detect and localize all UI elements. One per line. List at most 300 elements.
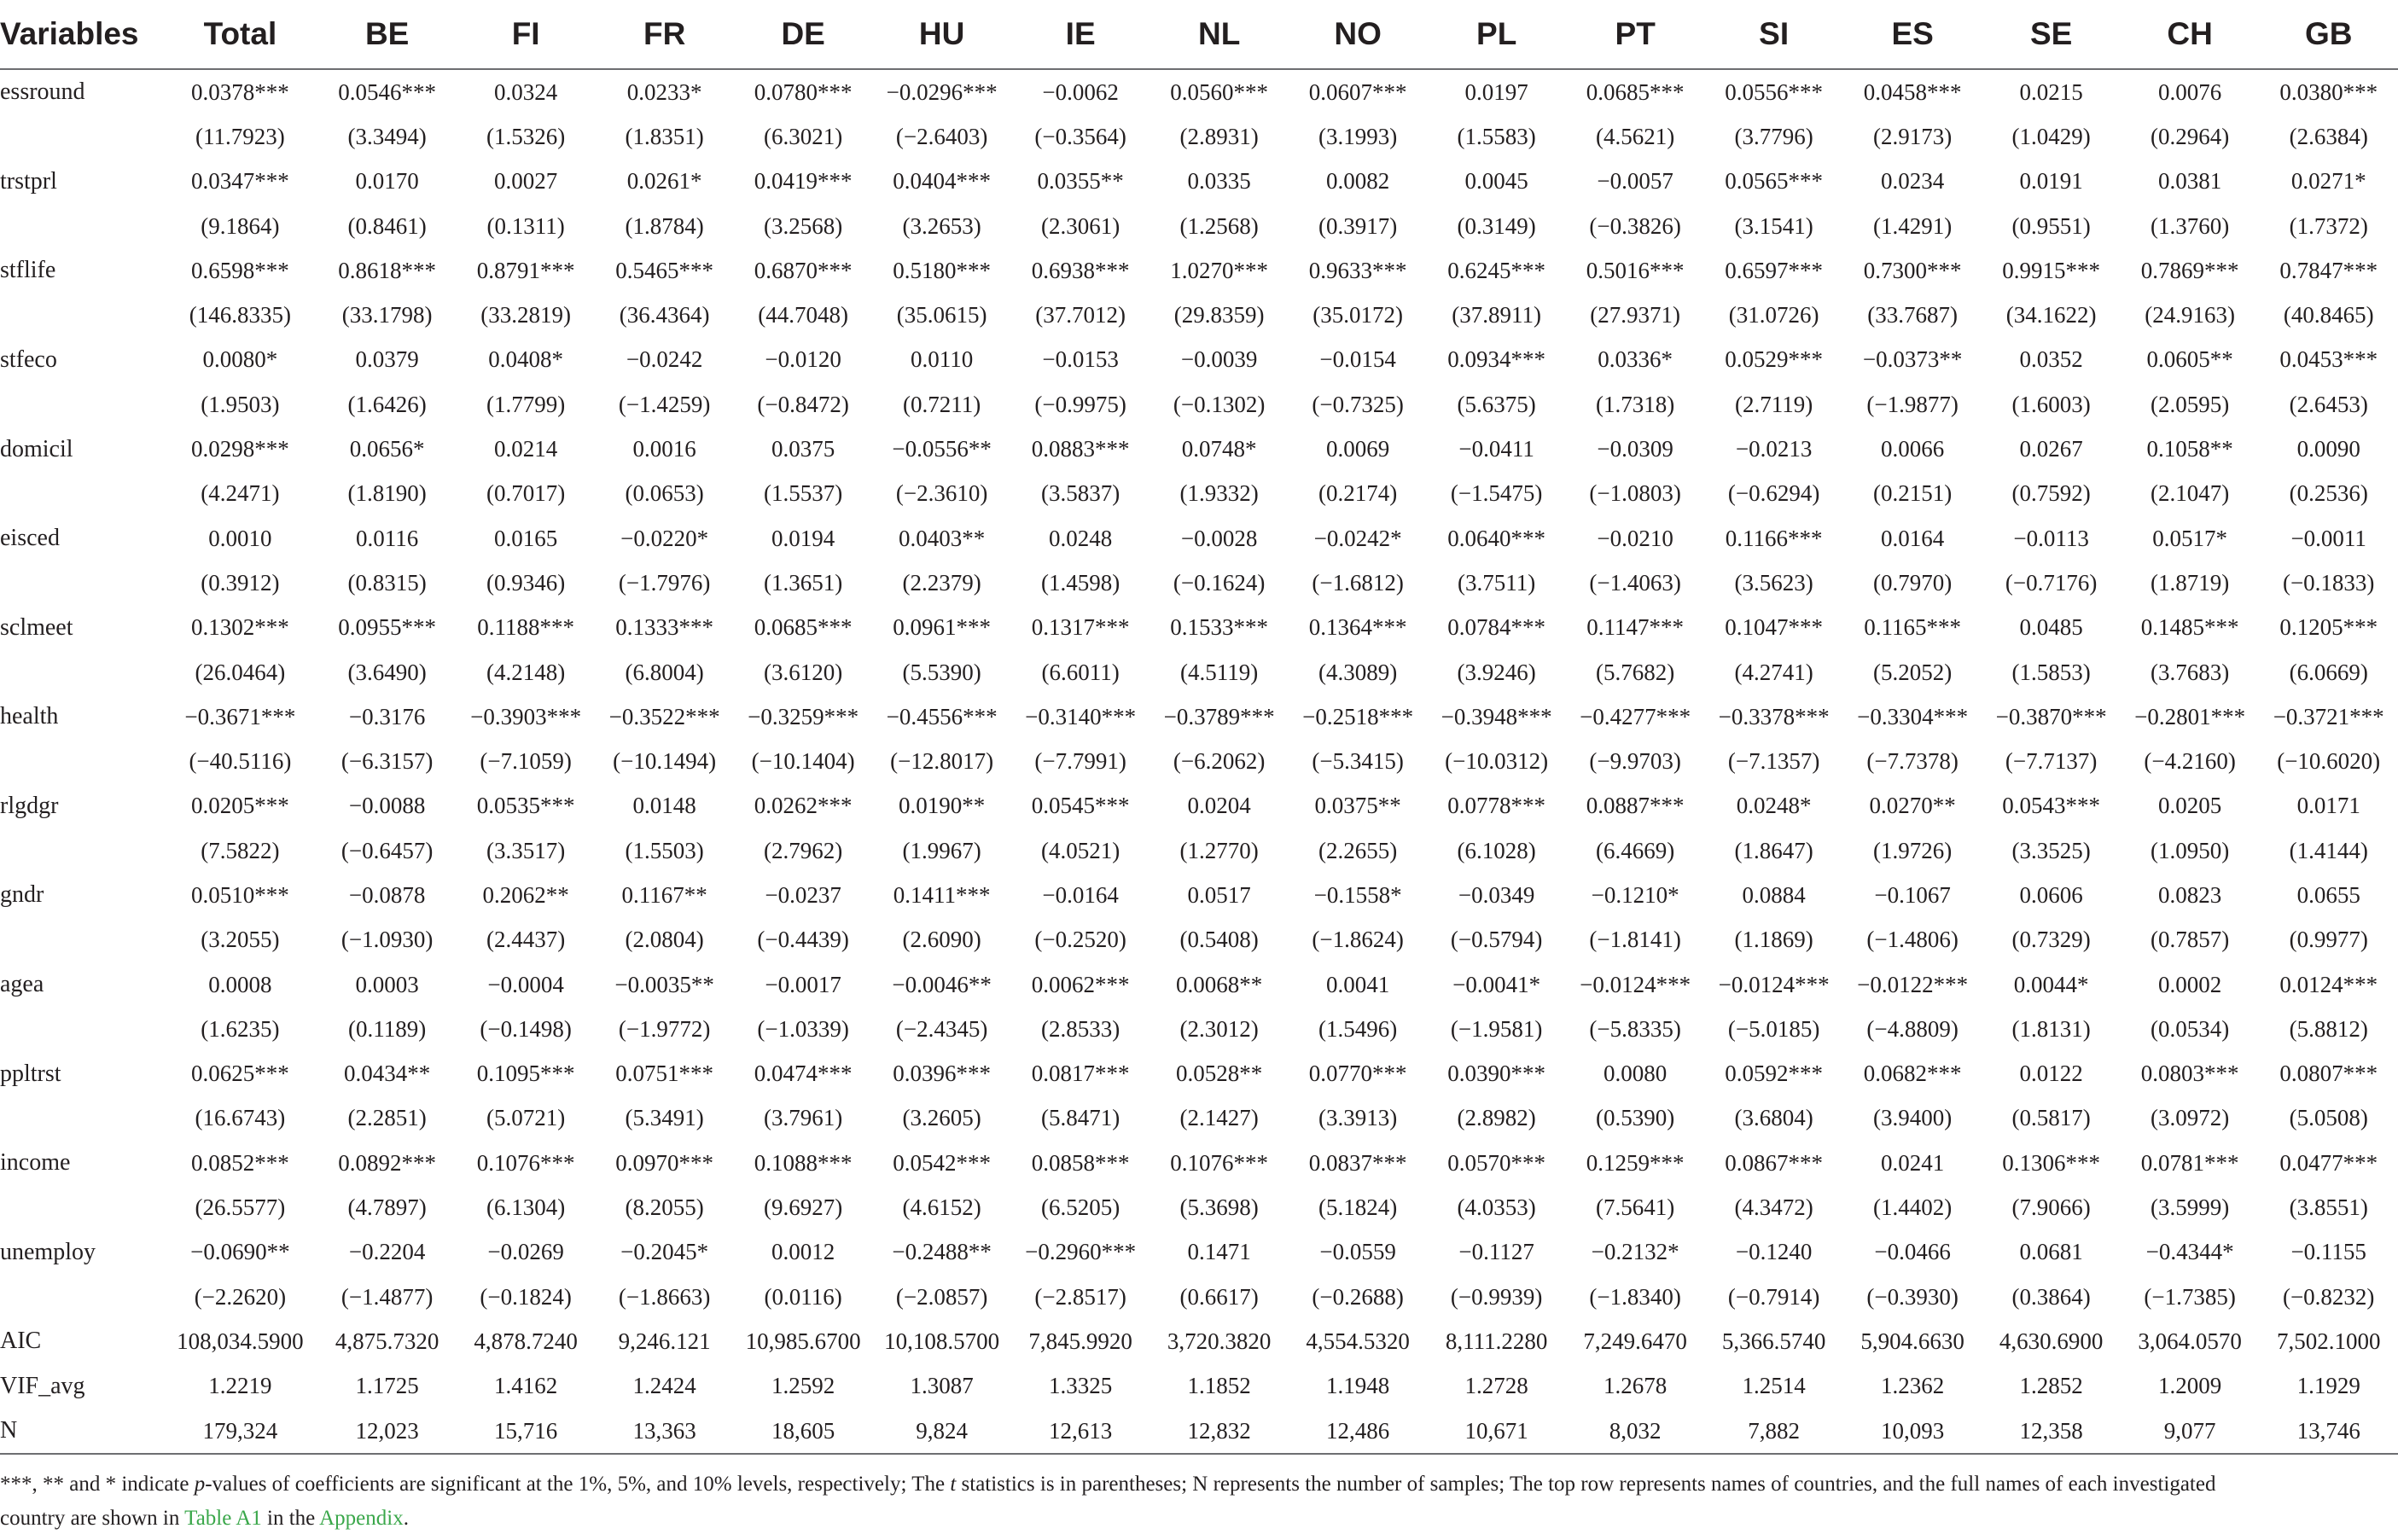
t-statistic-cell: (0.9346) (486, 569, 566, 596)
coefficient-cell: 0.0565*** (1725, 168, 1824, 195)
variable-name: agea (0, 971, 44, 998)
coefficient-cell: 0.0347*** (191, 168, 289, 195)
statistic-cell: 9,246.121 (618, 1328, 711, 1354)
column-header: FR (595, 0, 734, 69)
statistic-cell: 1.2362 (1881, 1373, 1945, 1399)
t-statistic-cell: (−0.1498) (480, 1015, 572, 1042)
coefficient-cell: 0.0190** (899, 793, 986, 819)
coefficient-cell: 0.6597*** (1725, 257, 1824, 283)
coefficient-cell: 0.1058** (2146, 436, 2233, 462)
coefficient-cell: 0.0080* (202, 346, 278, 373)
variable-name-empty (0, 472, 162, 516)
footnote-text: country are shown in (0, 1507, 185, 1530)
t-statistic-cell: (4.3089) (1318, 659, 1398, 685)
t-statistic-cell: (1.5583) (1457, 123, 1536, 149)
t-statistic-cell: (3.3494) (347, 123, 427, 149)
t-statistic-cell: (3.8551) (2289, 1194, 2368, 1221)
statistic-cell: 12,832 (1150, 1409, 1289, 1454)
t-statistic-cell: (27.9371) (1590, 302, 1681, 328)
t-statistic-cell: (1.5537) (764, 480, 843, 507)
t-statistic-cell: (4.2148) (486, 659, 566, 685)
t-statistic-cell: (0.3917) (1318, 212, 1398, 239)
coefficient-cell: 0.0837*** (1308, 1149, 1407, 1176)
t-statistic-cell: (6.8004) (625, 659, 704, 685)
t-statistic-cell: (−40.5116) (189, 748, 292, 775)
t-statistic-cell: (0.7329) (2011, 927, 2091, 953)
column-header: BE (317, 0, 457, 69)
variable-name: health (0, 703, 59, 730)
t-statistic-cell: (−0.6294) (1727, 480, 1820, 507)
coefficient-cell: 0.0215 (2019, 78, 2083, 105)
coefficient-cell: 0.0780*** (754, 78, 853, 105)
coefficient-cell: 0.0171 (2296, 793, 2360, 819)
variable-name: sclmeet (0, 613, 73, 641)
t-statistic-cell: (−7.1357) (1727, 748, 1820, 775)
coefficient-cell: −0.1240 (1735, 1239, 1813, 1265)
t-statistic-cell: (1.9726) (1873, 837, 1953, 863)
t-statistic-cell: (−1.8663) (618, 1283, 711, 1310)
column-header: HU (872, 0, 1011, 69)
coefficient-cell: 0.0080 (1604, 1061, 1668, 1087)
t-statistic-cell: (1.7372) (2289, 212, 2368, 239)
t-statistic-cell: (1.8719) (2151, 569, 2230, 596)
t-statistic-cell: (−0.1624) (1173, 569, 1266, 596)
t-statistic-cell: (−1.8624) (1312, 927, 1404, 953)
coefficient-cell: 0.0970*** (615, 1149, 714, 1176)
t-statistic-cell: (3.5999) (2151, 1194, 2230, 1221)
t-statistic-cell: (−9.9703) (1589, 748, 1681, 775)
statistic-cell: 1.2514 (1742, 1373, 1806, 1399)
t-statistic-cell: (5.5390) (902, 659, 981, 685)
t-statistic-cell: (−2.2620) (194, 1283, 287, 1310)
t-statistic-cell: (3.2653) (902, 212, 981, 239)
coefficient-cell: 0.0335 (1187, 168, 1251, 195)
t-statistic-cell: (3.7683) (2151, 659, 2230, 685)
column-header: FI (457, 0, 596, 69)
coefficient-cell: 0.1147*** (1586, 614, 1685, 641)
t-statistic-cell: (3.1993) (1318, 123, 1398, 149)
t-statistic-cell: (3.7511) (1458, 569, 1536, 596)
coefficient-cell: 0.0770*** (1308, 1061, 1407, 1087)
coefficient-cell: 0.0546*** (338, 78, 437, 105)
coefficient-cell: −0.0373** (1862, 346, 1963, 373)
t-statistic-cell: (2.0595) (2151, 391, 2230, 417)
coefficient-cell: 0.0248 (1049, 525, 1113, 551)
t-statistic-cell: (−0.9975) (1034, 391, 1126, 417)
table-footnote (0, 1467, 2398, 1536)
coefficient-cell: 0.0453*** (2279, 346, 2378, 373)
coefficient-cell: 0.0116 (356, 525, 419, 551)
t-statistic-cell: (3.2568) (764, 212, 843, 239)
coefficient-cell: 0.0381 (2158, 168, 2222, 195)
t-statistic-cell: (−0.3826) (1589, 212, 1681, 239)
coefficient-cell: −0.2960*** (1025, 1239, 1137, 1265)
statistic-cell: 7,502.1000 (2276, 1328, 2381, 1354)
coefficient-cell: 0.1364*** (1308, 614, 1407, 641)
t-statistic-cell: (8.2055) (625, 1194, 704, 1221)
t-statistic-cell: (1.3760) (2151, 212, 2230, 239)
t-statistic-cell: (−1.6812) (1312, 569, 1404, 596)
statistic-cell: 1.2424 (632, 1373, 696, 1399)
coefficient-cell: −0.0004 (487, 971, 564, 997)
footnote-text: ***, ** and * indicate (0, 1473, 195, 1496)
t-statistic-cell: (1.8351) (625, 123, 704, 149)
coefficient-cell: 0.1302*** (191, 614, 289, 641)
coefficient-cell: 0.1076*** (476, 1149, 575, 1176)
t-statistic-cell: (−0.8472) (757, 391, 849, 417)
coefficient-cell: 0.0191 (2019, 168, 2083, 195)
statistic-name: AIC (0, 1328, 42, 1355)
t-statistic-cell: (33.2819) (480, 302, 572, 328)
variable-name-empty (0, 293, 162, 337)
coefficient-cell: 0.0355** (1037, 168, 1124, 195)
coefficient-cell: 0.0682*** (1863, 1061, 1962, 1087)
coefficient-cell: 0.0298*** (191, 436, 289, 462)
coefficient-cell: 0.0625*** (191, 1061, 289, 1087)
coefficient-cell: 0.0656* (349, 436, 425, 462)
coefficient-cell: 0.0477*** (2279, 1149, 2378, 1176)
t-statistic-cell: (31.0726) (1728, 302, 1819, 328)
t-statistic-cell: (−0.1824) (480, 1283, 572, 1310)
coefficient-cell: −0.0017 (765, 971, 841, 997)
coefficient-cell: 0.0510*** (191, 881, 289, 908)
coefficient-cell: 0.0778*** (1447, 793, 1546, 819)
coefficient-cell: 0.7847*** (2279, 257, 2378, 283)
t-statistic-cell: (40.8465) (2283, 302, 2374, 328)
variable-name-empty (0, 204, 162, 248)
t-statistic-cell: (2.1427) (1179, 1105, 1259, 1131)
t-statistic-cell: (0.9977) (2289, 927, 2368, 953)
coefficient-cell: 0.0234 (1881, 168, 1945, 195)
t-statistic-cell: (3.7796) (1734, 123, 1813, 149)
t-statistic-cell: (−1.0803) (1589, 480, 1681, 507)
t-statistic-cell: (−7.7378) (1866, 748, 1959, 775)
t-statistic-cell: (−0.1833) (2282, 569, 2375, 596)
table-row-coefficient (0, 516, 2398, 561)
t-statistic-cell: (−1.7976) (618, 569, 711, 596)
column-header: NL (1150, 0, 1289, 69)
coefficient-cell: 0.0233* (626, 78, 702, 105)
t-statistic-cell: (35.0172) (1312, 302, 1404, 328)
coefficient-cell: 0.0197 (1464, 78, 1528, 105)
column-header: SE (1982, 0, 2121, 69)
t-statistic-cell: (−2.3610) (895, 480, 988, 507)
t-statistic-cell: (6.0669) (2289, 659, 2368, 685)
t-statistic-cell: (−0.2688) (1312, 1283, 1404, 1310)
coefficient-cell: 0.0003 (355, 971, 419, 997)
coefficient-cell: 0.0002 (2158, 971, 2222, 997)
t-statistic-cell: (1.6003) (2011, 391, 2091, 417)
table-row-coefficient (0, 1141, 2398, 1185)
coefficient-cell: 0.8618*** (338, 257, 437, 283)
t-statistic-cell: (5.0508) (2289, 1105, 2368, 1131)
t-statistic-cell: (3.2605) (902, 1105, 981, 1131)
t-statistic-cell: (2.2655) (1318, 837, 1398, 863)
coefficient-cell: 0.9915*** (2002, 257, 2101, 283)
coefficient-cell: 0.0164 (1881, 525, 1945, 551)
coefficient-cell: 0.1485*** (2140, 614, 2239, 641)
t-statistic-cell: (1.7799) (486, 391, 566, 417)
t-statistic-cell: (1.5853) (2011, 659, 2091, 685)
variable-name: eisced (0, 525, 60, 552)
coefficient-cell: 0.0045 (1464, 168, 1528, 195)
t-statistic-cell: (6.1028) (1457, 837, 1536, 863)
coefficient-cell: 0.0852*** (191, 1149, 289, 1176)
t-statistic-cell: (4.6152) (902, 1194, 981, 1221)
coefficient-cell: 0.0379 (355, 346, 419, 373)
t-statistic-cell: (−0.7914) (1727, 1283, 1820, 1310)
t-statistic-cell: (3.3517) (486, 837, 566, 863)
t-statistic-cell: (3.0972) (2151, 1105, 2230, 1131)
coefficient-cell: −0.2488** (892, 1239, 992, 1265)
t-statistic-cell: (−0.6457) (340, 837, 434, 863)
coefficient-cell: 0.0458*** (1863, 78, 1962, 105)
coefficient-cell: 0.0390*** (1447, 1061, 1546, 1087)
table-row-coefficient (0, 427, 2398, 471)
t-statistic-cell: (5.3698) (1179, 1194, 1259, 1221)
t-statistic-cell: (−10.1494) (613, 748, 717, 775)
statistic-cell: 9,077 (2121, 1409, 2260, 1454)
t-statistic-cell: (2.2851) (347, 1105, 427, 1131)
statistic-cell: 1.2592 (771, 1373, 835, 1399)
t-statistic-cell: (1.9332) (1179, 480, 1259, 507)
t-statistic-cell: (3.5837) (1041, 480, 1120, 507)
column-header-variables: Variables (0, 0, 162, 69)
coefficient-cell: 0.0165 (494, 525, 558, 551)
coefficient-cell: 0.1317*** (1031, 614, 1130, 641)
t-statistic-cell: (−1.0930) (340, 927, 434, 953)
t-statistic-cell: (2.7962) (764, 837, 843, 863)
t-statistic-cell: (44.7048) (758, 302, 849, 328)
table-row-coefficient (0, 1052, 2398, 1096)
coefficient-cell: 0.0607*** (1308, 78, 1407, 105)
coefficient-cell: 0.5016*** (1586, 257, 1685, 283)
t-statistic-cell: (−5.0185) (1727, 1015, 1820, 1042)
coefficient-cell: −0.2801*** (2134, 703, 2246, 729)
t-statistic-cell: (1.2770) (1179, 837, 1259, 863)
statistic-cell: 18,605 (734, 1409, 873, 1454)
coefficient-cell: 0.0517* (2152, 525, 2228, 551)
t-statistic-cell: (3.6120) (764, 659, 843, 685)
table-row-coefficient (0, 784, 2398, 828)
statistic-cell: 1.4162 (494, 1373, 558, 1399)
coefficient-cell: −0.0556** (892, 436, 992, 462)
t-statistic-cell: (−5.8335) (1589, 1015, 1681, 1042)
variable-name: rlgdgr (0, 792, 59, 819)
coefficient-cell: −0.3948*** (1441, 703, 1552, 729)
coefficient-cell: 0.0170 (355, 168, 419, 195)
t-statistic-cell: (1.5503) (625, 837, 704, 863)
t-statistic-cell: (−7.7991) (1034, 748, 1126, 775)
t-statistic-cell: (0.3864) (2011, 1283, 2091, 1310)
t-statistic-cell: (1.9503) (201, 391, 280, 417)
statistic-cell: 7,249.6470 (1583, 1328, 1687, 1354)
variable-name: gndr (0, 881, 44, 909)
t-statistic-cell: (5.8471) (1041, 1105, 1120, 1131)
coefficient-cell: 0.1205*** (2279, 614, 2378, 641)
t-statistic-cell: (4.0353) (1457, 1194, 1536, 1221)
coefficient-cell: 0.0205*** (191, 793, 289, 819)
t-statistic-cell: (0.7857) (2151, 927, 2230, 953)
coefficient-cell: −0.0046** (892, 971, 992, 997)
coefficient-cell: −0.0035** (614, 971, 714, 997)
coefficient-cell: −0.0122*** (1857, 971, 1969, 997)
variable-name: ppltrst (0, 1060, 61, 1087)
variable-name: essround (0, 78, 85, 106)
table-row-coefficient (0, 338, 2398, 382)
coefficient-cell: 0.0248* (1736, 793, 1812, 819)
column-header: GB (2259, 0, 2398, 69)
t-statistic-cell: (1.5326) (486, 123, 566, 149)
coefficient-cell: −0.1210* (1591, 881, 1679, 908)
coefficient-cell: 0.0380*** (2279, 78, 2378, 105)
statistic-cell: 10,093 (1843, 1409, 1982, 1454)
appendix-link[interactable]: Appendix (319, 1507, 404, 1530)
table-a1-link[interactable]: Table A1 (184, 1507, 262, 1530)
coefficient-cell: 0.0324 (494, 78, 558, 105)
coefficient-cell: 0.1047*** (1725, 614, 1824, 641)
coefficient-cell: 0.0375 (771, 436, 835, 462)
coefficient-cell: 0.0041 (1326, 971, 1390, 997)
table-row-coefficient (0, 694, 2398, 739)
t-statistic-cell: (2.7119) (1735, 391, 1813, 417)
coefficient-cell: −0.0011 (2290, 525, 2366, 551)
table-row-coefficient (0, 962, 2398, 1007)
footnote-t-italic: t (950, 1473, 957, 1496)
t-statistic-cell: (−1.5475) (1450, 480, 1543, 507)
coefficient-cell: −0.0309 (1597, 436, 1673, 462)
coefficient-cell: −0.2204 (348, 1239, 426, 1265)
coefficient-cell: −0.1127 (1458, 1239, 1534, 1265)
table-row-t-statistic (0, 1185, 2398, 1229)
coefficient-cell: 0.0082 (1326, 168, 1390, 195)
coefficient-cell: 0.1166*** (1725, 525, 1823, 551)
coefficient-cell: −0.0028 (1180, 525, 1258, 551)
coefficient-cell: 0.0681 (2019, 1239, 2083, 1265)
coefficient-cell: −0.4277*** (1580, 703, 1691, 729)
coefficient-cell: −0.3671*** (184, 703, 296, 729)
statistic-cell: 179,324 (162, 1409, 317, 1454)
coefficient-cell: −0.3789*** (1163, 703, 1275, 729)
t-statistic-cell: (146.8335) (189, 302, 292, 328)
coefficient-cell: 0.0204 (1187, 793, 1251, 819)
table-row-t-statistic (0, 828, 2398, 873)
variable-name: unemploy (0, 1238, 96, 1265)
t-statistic-cell: (0.5817) (2011, 1105, 2091, 1131)
t-statistic-cell: (0.5390) (1596, 1105, 1675, 1131)
t-statistic-cell: (3.2055) (201, 927, 280, 953)
statistic-cell: 4,554.5320 (1306, 1328, 1410, 1354)
t-statistic-cell: (1.2568) (1179, 212, 1259, 239)
variable-name-empty (0, 650, 162, 694)
table-row-statistic (0, 1364, 2398, 1409)
t-statistic-cell: (−6.2062) (1173, 748, 1266, 775)
t-statistic-cell: (1.3651) (764, 569, 843, 596)
coefficient-cell: −0.3140*** (1025, 703, 1137, 729)
coefficient-cell: −0.3721*** (2273, 703, 2384, 729)
coefficient-cell: 0.6938*** (1031, 257, 1130, 283)
t-statistic-cell: (4.3472) (1734, 1194, 1813, 1221)
coefficient-cell: −0.0690** (190, 1239, 290, 1265)
coefficient-cell: 0.0404*** (893, 168, 992, 195)
coefficient-cell: −0.0124*** (1580, 971, 1691, 997)
coefficient-cell: 0.0955*** (338, 614, 437, 641)
statistic-cell: 108,034.5900 (177, 1328, 304, 1354)
footnote-text: . (403, 1507, 409, 1530)
t-statistic-cell: (0.0534) (2151, 1015, 2230, 1042)
statistic-cell: 7,882 (1704, 1409, 1843, 1454)
coefficient-cell: −0.0411 (1458, 436, 1534, 462)
coefficient-cell: 0.0542*** (893, 1149, 992, 1176)
coefficient-cell: 0.0241 (1881, 1149, 1945, 1176)
coefficient-cell: 0.0069 (1326, 436, 1390, 462)
t-statistic-cell: (33.7687) (1867, 302, 1959, 328)
statistic-cell: 5,904.6630 (1860, 1328, 1964, 1354)
coefficient-cell: 0.0528** (1176, 1061, 1263, 1087)
t-statistic-cell: (1.1869) (1734, 927, 1813, 953)
coefficient-cell: −0.0237 (765, 881, 841, 908)
statistic-cell: 10,985.6700 (745, 1328, 861, 1354)
coefficient-cell: 0.0336* (1598, 346, 1673, 373)
t-statistic-cell: (37.8911) (1452, 302, 1542, 328)
t-statistic-cell: (−10.1404) (751, 748, 855, 775)
coefficient-cell: −0.0349 (1458, 881, 1535, 908)
t-statistic-cell: (−1.9772) (618, 1015, 711, 1042)
statistic-cell: 1.2009 (2158, 1373, 2222, 1399)
coefficient-cell: 0.0090 (2296, 436, 2360, 462)
coefficient-cell: −0.2045* (620, 1239, 709, 1265)
t-statistic-cell: (−0.7176) (2005, 569, 2098, 596)
coefficient-cell: 0.0887*** (1586, 793, 1685, 819)
column-header: ES (1843, 0, 1982, 69)
coefficient-cell: 0.0685*** (754, 614, 853, 641)
t-statistic-cell: (7.5641) (1596, 1194, 1675, 1221)
statistic-cell: 10,108.5700 (884, 1328, 1000, 1354)
coefficient-cell: −0.0088 (348, 793, 426, 819)
t-statistic-cell: (0.8315) (347, 569, 427, 596)
coefficient-cell: 0.0545*** (1031, 793, 1130, 819)
statistic-cell: 1.2852 (2019, 1373, 2083, 1399)
coefficient-cell: −0.0039 (1180, 346, 1258, 373)
coefficient-cell: 0.0543*** (2002, 793, 2101, 819)
t-statistic-cell: (1.0950) (2151, 837, 2230, 863)
statistic-cell: 1.1852 (1187, 1373, 1251, 1399)
t-statistic-cell: (4.0521) (1041, 837, 1120, 863)
t-statistic-cell: (5.3491) (625, 1105, 704, 1131)
coefficient-cell: 0.0823 (2158, 881, 2222, 908)
t-statistic-cell: (5.8812) (2289, 1015, 2368, 1042)
t-statistic-cell: (−1.9877) (1866, 391, 1959, 417)
t-statistic-cell: (0.2151) (1873, 480, 1953, 507)
coefficient-cell: −0.0466 (1874, 1239, 1951, 1265)
coefficient-cell: 0.0396*** (893, 1061, 992, 1087)
t-statistic-cell: (−1.0339) (757, 1015, 849, 1042)
coefficient-cell: 0.0378*** (191, 78, 289, 105)
t-statistic-cell: (11.7923) (195, 123, 285, 149)
coefficient-cell: 0.0214 (494, 436, 558, 462)
coefficient-cell: −0.1067 (1874, 881, 1951, 908)
coefficient-cell: 0.0807*** (2279, 1061, 2378, 1087)
t-statistic-cell: (1.5496) (1318, 1015, 1398, 1042)
table-row-statistic (0, 1409, 2398, 1454)
coefficient-cell: 0.1411*** (893, 881, 991, 908)
t-statistic-cell: (−12.8017) (890, 748, 994, 775)
coefficient-cell: 0.6598*** (191, 257, 289, 283)
t-statistic-cell: (0.7017) (486, 480, 566, 507)
statistic-cell: 1.3087 (910, 1373, 974, 1399)
coefficient-cell: 0.0781*** (2140, 1149, 2239, 1176)
statistic-cell: 4,878.7240 (474, 1328, 578, 1354)
